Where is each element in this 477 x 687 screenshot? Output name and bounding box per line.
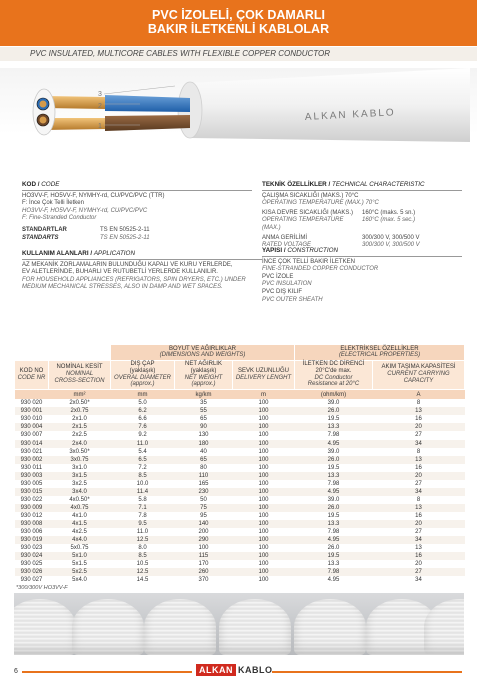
- table-group-header: [15, 345, 465, 361]
- cell-weight: 90: [175, 423, 233, 431]
- cell-code: 930 002: [15, 456, 49, 464]
- cell-cross-section: 4x0.75: [49, 504, 111, 512]
- cell-cross-section: 5x2.5: [49, 568, 111, 576]
- cell-current: 8: [416, 448, 421, 455]
- col-overall-diameter: DIŞ ÇAP (yaklaşık) OVERAL DIAMETER (approx.): [111, 360, 175, 389]
- table-row: [15, 536, 465, 544]
- cell-resistance: 7.98: [327, 529, 340, 536]
- page-title-line2: BAKIR İLETKENLİ KABLOLAR: [147, 22, 330, 36]
- table-row: [15, 407, 465, 415]
- cell-weight: 165: [198, 480, 209, 487]
- short-circuit-en: OPERATING TEMPERATURE (MAX.) 160°C (max. 5 sec.): [262, 217, 416, 231]
- cell-code: 930 005: [20, 480, 43, 487]
- table-units-row: [15, 389, 465, 399]
- cell-current: 13: [373, 456, 465, 464]
- footer-rule-left: [22, 671, 192, 673]
- cable-label-1: 1: [98, 123, 102, 130]
- cell-cross-section: 5x4.0: [72, 577, 87, 584]
- cable-coil: [14, 599, 76, 655]
- cell-weight: 40: [200, 448, 207, 455]
- table-row: [15, 504, 465, 512]
- cell-diameter: 12.5: [111, 536, 175, 544]
- table-row: [15, 456, 465, 464]
- cell-length: 100: [233, 440, 295, 448]
- cell-cross-section: 5x1.0: [49, 552, 111, 560]
- group-electrical: ELEKTRİKSEL ÖZELLİKLER (ELECTRICAL PROPERTIES): [295, 345, 465, 361]
- cell-weight: 55: [175, 407, 233, 415]
- cell-weight: 180: [175, 440, 233, 448]
- cell-diameter: 7.8: [138, 512, 147, 519]
- table-row: [15, 448, 465, 456]
- col-cross-section: NOMİNAL KESİT NOMINAL CROSS-SECTION: [49, 360, 111, 389]
- temp-en: OPERATING TEMPERATURE (MAX.) 70°C: [262, 200, 379, 207]
- cell-resistance: 13.3: [295, 472, 373, 480]
- construction-l5: PVC DIŞ KILIF: [262, 288, 303, 295]
- cell-code: 930 024: [15, 552, 49, 560]
- construction-heading: YAPISI / CONSTRUCTION: [262, 247, 462, 257]
- cell-length: 100: [258, 496, 269, 503]
- cell-weight: 370: [198, 577, 209, 584]
- table-row: [15, 560, 465, 568]
- cell-diameter: 7.6: [111, 423, 175, 431]
- cell-code: 930 027: [20, 577, 43, 584]
- unit-current: A: [373, 389, 465, 399]
- cell-weight: 140: [175, 520, 233, 528]
- cell-length: 100: [258, 529, 269, 536]
- footer-rule-right: [272, 671, 462, 673]
- cell-weight: 230: [175, 488, 233, 496]
- cell-length: 100: [258, 480, 269, 487]
- construction-l3: PVC İZOLE: [262, 273, 294, 280]
- cell-diameter: 5.8: [138, 496, 147, 503]
- cable-label-2: 2: [98, 103, 102, 110]
- cell-resistance: 19.5: [327, 416, 340, 423]
- table-row: [15, 464, 465, 472]
- cable-coils-photo: [14, 593, 464, 655]
- cable-label-3: 3: [98, 91, 102, 98]
- outer-sheath: [190, 68, 470, 142]
- voltage-tr: ANMA GERİLİMİ 300/300 V, 300/500 V: [262, 234, 420, 241]
- cell-weight: 260: [175, 568, 233, 576]
- application-tr-2: EV ALETLERİNDE, BUHARLI VE RUTUBETLİ YERLERDE KULLANILIR.: [22, 269, 218, 276]
- cable-illustration: [0, 68, 477, 178]
- cell-cross-section: 2x0.75: [49, 407, 111, 415]
- cell-length: 100: [258, 545, 269, 552]
- cell-resistance: 39.0: [327, 448, 340, 455]
- cell-current: 16: [373, 552, 465, 560]
- cell-diameter: 8.0: [138, 545, 147, 552]
- cell-current: 34: [373, 536, 465, 544]
- table-row: [15, 576, 465, 584]
- cell-current: 27: [415, 432, 422, 439]
- cell-diameter: 8.5: [111, 552, 175, 560]
- cell-resistance: 13.3: [295, 520, 373, 528]
- cell-length: 100: [258, 416, 269, 423]
- cell-resistance: 26.0: [295, 407, 373, 415]
- cell-length: 100: [258, 400, 269, 407]
- blue-core: [105, 95, 190, 112]
- code-line1: HO3VV-F, HO5VV-F, NYMHY-rd, CU/PVC/PVC (TTR): [22, 192, 165, 199]
- standards-row-en: STANDARTS TS EN 50525-2-11: [22, 234, 150, 241]
- cell-code: 930 014: [15, 440, 49, 448]
- cell-resistance: 26.0: [327, 545, 340, 552]
- cell-diameter: 5.4: [138, 448, 147, 455]
- voltage-en: RATED VOLTAGE 300/300 V, 300/500 V: [262, 242, 420, 249]
- cell-diameter: 11.0: [111, 440, 175, 448]
- cell-length: 100: [233, 456, 295, 464]
- cell-diameter: 10.5: [136, 561, 149, 568]
- cell-diameter: 11.0: [136, 529, 149, 536]
- table-row: [15, 399, 465, 407]
- cell-code: 930 001: [15, 407, 49, 415]
- cell-current: 16: [415, 512, 422, 519]
- construction-l2: FINE-STRANDED COPPER CONDUCTOR: [262, 266, 379, 273]
- code-heading: KOD / CODE: [22, 181, 252, 191]
- standards-row-tr: STANDARTLAR TS EN 50525-2-11: [22, 226, 150, 233]
- cell-resistance: 39.0: [327, 400, 340, 407]
- table-row: [15, 472, 465, 480]
- cell-current: 13: [373, 504, 465, 512]
- cell-resistance: 39.0: [327, 496, 340, 503]
- application-en-2: MEDIUM MECHANICAL STRESSES, ALSO IN DAMP AND WET SPACES.: [22, 284, 223, 291]
- col-dc-resistance: İLETKEN DC DİRENCİ 20°C'de max. DC Conductor Resistance at 20°C: [295, 360, 373, 389]
- cell-resistance: 7.98: [327, 480, 340, 487]
- cable-coil: [219, 599, 291, 655]
- cell-cross-section: 4x4.0: [49, 536, 111, 544]
- cell-cross-section: 3x0.50*: [69, 448, 90, 455]
- table-row: [15, 440, 465, 448]
- brown-core: [105, 115, 190, 131]
- cell-code: 930 026: [15, 568, 49, 576]
- cable-drawing: [0, 68, 477, 178]
- short-circuit-tr: KISA DEVRE SICAKLIĞI (MAKS.) 160°C (maks. 5 sn.): [262, 209, 416, 216]
- cell-diameter: 9.2: [138, 432, 147, 439]
- page-title-line1: PVC İZOLELİ, ÇOK DAMARLI: [152, 8, 325, 22]
- cell-resistance: 19.5: [327, 464, 340, 471]
- cell-diameter: 8.5: [111, 472, 175, 480]
- cell-diameter: 6.5: [111, 456, 175, 464]
- cell-length: 100: [233, 552, 295, 560]
- cell-length: 100: [233, 472, 295, 480]
- cell-length: 100: [258, 432, 269, 439]
- page-title: [0, 8, 477, 36]
- table-row: [15, 496, 465, 504]
- cell-current: 34: [373, 488, 465, 496]
- cell-code: 930 019: [15, 536, 49, 544]
- cell-cross-section: 5x0.75: [70, 545, 89, 552]
- cell-current: 16: [415, 464, 422, 471]
- unit-resistance: (ohm/km): [295, 389, 373, 399]
- code-line4: F: Fine-Stranded Conductor: [22, 215, 97, 222]
- technical-section: [262, 181, 462, 250]
- cell-current: 20: [415, 561, 422, 568]
- cell-cross-section: 2x1.5: [49, 423, 111, 431]
- cell-cross-section: 4x0.50*: [69, 496, 90, 503]
- page-subtitle-en: PVC INSULATED, MULTICORE CABLES WITH FLEXIBLE COPPER CONDUCTOR: [0, 47, 477, 61]
- cell-current: 34: [373, 440, 465, 448]
- col-delivery-length: SEVK UZUNLUĞU DELIVERY LENGHT: [233, 360, 295, 389]
- unit-length: m: [233, 389, 295, 399]
- cell-weight: 200: [198, 529, 209, 536]
- cell-code: 930 004: [15, 423, 49, 431]
- col-code: KOD NO CODE NR: [15, 360, 49, 389]
- cell-weight: 130: [198, 432, 209, 439]
- cell-diameter: 7.1: [111, 504, 175, 512]
- table-row: [15, 423, 465, 431]
- construction-section: [262, 247, 462, 304]
- cell-resistance: 7.98: [327, 432, 340, 439]
- code-line3: HO3VV-F, HO5VV-F, NYMHY-rd, CU/PVC/PVC: [22, 207, 148, 214]
- cell-weight: 100: [198, 545, 209, 552]
- cell-cross-section: 3x1.5: [49, 472, 111, 480]
- cell-resistance: 19.5: [295, 552, 373, 560]
- cell-diameter: 6.6: [138, 416, 147, 423]
- cell-weight: 170: [198, 561, 209, 568]
- cell-current: 27: [415, 529, 422, 536]
- cell-code: 930 010: [20, 416, 43, 423]
- table-body: [15, 399, 465, 584]
- cell-diameter: 14.5: [136, 577, 149, 584]
- cell-current: 20: [373, 423, 465, 431]
- table-row: [15, 520, 465, 528]
- cell-code: 930 023: [20, 545, 43, 552]
- cell-length: 100: [233, 520, 295, 528]
- cable-coil: [294, 599, 366, 655]
- cell-cross-section: 2x4.0: [49, 440, 111, 448]
- cell-cross-section: 2x0.50*: [69, 400, 90, 407]
- cell-length: 100: [233, 536, 295, 544]
- cell-cross-section: 2x2.5: [72, 432, 87, 439]
- cell-weight: 50: [200, 496, 207, 503]
- cell-length: 100: [233, 488, 295, 496]
- cell-code: 930 011: [20, 464, 43, 471]
- cell-diameter: 9.5: [111, 520, 175, 528]
- col-current-capacity: AKIM TAŞIMA KAPASİTESİ CURRENT CARRYING CAPACITY: [373, 360, 465, 389]
- cell-current: 20: [373, 520, 465, 528]
- cell-current: 13: [373, 407, 465, 415]
- table-row: [15, 552, 465, 560]
- cell-code: 930 012: [20, 512, 43, 519]
- cell-current: 20: [373, 472, 465, 480]
- table-row: [15, 431, 465, 439]
- cell-current: 27: [415, 480, 422, 487]
- cable-coil: [424, 599, 464, 655]
- cell-resistance: 4.95: [327, 577, 340, 584]
- technical-heading: TEKNİK ÖZELLİKLER / TECHNICAL CHARACTERISTIC: [262, 181, 462, 191]
- cell-cross-section: 2x1.0: [72, 416, 87, 423]
- cell-current: 13: [415, 545, 422, 552]
- cell-resistance: 26.0: [295, 504, 373, 512]
- application-en-1: FOR HOUSEHOLD APPLIANCES (REFRIGATORS, SPIN DRYERS, ETC.) UNDER: [22, 276, 246, 283]
- table-row: [15, 544, 465, 552]
- cell-weight: 65: [200, 416, 207, 423]
- cell-current: 27: [373, 568, 465, 576]
- col-net-weight: NET AĞIRLIK (yaklaşık) NET WEIGHT (approx.): [175, 360, 233, 389]
- cable-print-brand: ALKAN KABLO: [304, 107, 396, 123]
- cell-resistance: 19.5: [327, 512, 340, 519]
- table-row: [15, 512, 465, 520]
- unit-diameter: mm: [111, 389, 175, 399]
- cell-resistance: 26.0: [295, 456, 373, 464]
- table-column-header: [15, 360, 465, 389]
- cell-code: 930 009: [15, 504, 49, 512]
- construction-l6: PVC OUTER SHEATH: [262, 296, 323, 303]
- cell-diameter: 5.0: [138, 400, 147, 407]
- cell-cross-section: 4x1.0: [72, 512, 87, 519]
- application-tr-1: AZ MEKANİK ZORLAMALARIN BULUNDUĞU KAPALI VE KURU YERLERDE,: [22, 261, 233, 268]
- cell-resistance: 13.3: [295, 423, 373, 431]
- cell-cross-section: 3x1.0: [72, 464, 87, 471]
- cable-coil: [144, 599, 216, 655]
- table-row: [15, 568, 465, 576]
- cell-weight: 80: [200, 464, 207, 471]
- cell-weight: 75: [175, 504, 233, 512]
- cell-diameter: 10.0: [136, 480, 149, 487]
- cell-code: 930 008: [15, 520, 49, 528]
- cell-length: 100: [258, 561, 269, 568]
- cell-current: 34: [415, 577, 422, 584]
- cell-weight: 110: [175, 472, 233, 480]
- table-row: [15, 415, 465, 423]
- cell-weight: 290: [175, 536, 233, 544]
- construction-l4: PVC INSULATION: [262, 281, 312, 288]
- cell-code: 930 022: [20, 496, 43, 503]
- cell-cross-section: 3x2.5: [72, 480, 87, 487]
- cell-resistance: 4.95: [295, 440, 373, 448]
- cell-length: 100: [233, 423, 295, 431]
- logo-kablo: KABLO: [238, 665, 273, 675]
- cell-weight: 115: [175, 552, 233, 560]
- cell-resistance: 4.95: [295, 536, 373, 544]
- cell-diameter: 12.5: [111, 568, 175, 576]
- cell-length: 100: [233, 568, 295, 576]
- application-heading: KULLANIM ALANLARI / APPLICATION: [22, 250, 262, 260]
- construction-l1: İNCE ÇOK TELLİ BAKIR İLETKEN: [262, 258, 355, 265]
- footer-logo: [196, 664, 273, 676]
- table-row: [15, 480, 465, 488]
- unit-empty: [15, 389, 49, 399]
- cell-current: 8: [416, 496, 421, 503]
- cell-cross-section: 3x0.75: [49, 456, 111, 464]
- cell-length: 100: [258, 512, 269, 519]
- cell-diameter: 11.4: [111, 488, 175, 496]
- cell-length: 100: [233, 407, 295, 415]
- logo-alkan: ALKAN: [196, 664, 236, 676]
- cell-length: 100: [258, 577, 269, 584]
- cell-diameter: 7.2: [138, 464, 147, 471]
- table-row: [15, 528, 465, 536]
- cell-weight: 65: [175, 456, 233, 464]
- group-dimensions: BOYUT VE AĞIRLIKLAR (DIMENSIONS AND WEIGHTS): [111, 345, 295, 361]
- cell-weight: 95: [200, 512, 207, 519]
- cell-cross-section: 3x4.0: [49, 488, 111, 496]
- cell-length: 100: [233, 504, 295, 512]
- cell-resistance: 7.98: [295, 568, 373, 576]
- page-number: 6: [14, 668, 18, 675]
- cell-cross-section: 4x2.5: [72, 529, 87, 536]
- cell-code: 930 021: [20, 448, 43, 455]
- code-line2: F: İnce Çok Telli İletken: [22, 200, 84, 207]
- cell-weight: 35: [200, 400, 207, 407]
- cell-cross-section: 4x1.5: [49, 520, 111, 528]
- temp-tr: ÇALIŞMA SICAKLIĞI (MAKS.) 70°C: [262, 192, 359, 199]
- cell-current: 16: [415, 416, 422, 423]
- cable-end-cap: [33, 89, 55, 135]
- unit-cross: mm²: [49, 389, 111, 399]
- cable-coil: [72, 599, 144, 655]
- cell-diameter: 6.2: [111, 407, 175, 415]
- cell-length: 100: [258, 464, 269, 471]
- application-section: [22, 250, 262, 292]
- cell-current: 8: [416, 400, 421, 407]
- cell-cross-section: 5x1.5: [72, 561, 87, 568]
- product-table: [14, 344, 465, 584]
- table-row: [15, 488, 465, 496]
- footnote: *300/300V HO3VV-F: [16, 585, 68, 591]
- cell-code: 930 006: [20, 529, 43, 536]
- code-section: [22, 181, 252, 242]
- cell-code: 930 003: [15, 472, 49, 480]
- cell-resistance: 13.3: [327, 561, 340, 568]
- cell-code: 930 025: [20, 561, 43, 568]
- cell-code: 930 007: [20, 432, 43, 439]
- cell-length: 100: [258, 448, 269, 455]
- cell-code: 930 020: [20, 400, 43, 407]
- cell-code: 930 015: [15, 488, 49, 496]
- unit-weight: kg/km: [175, 389, 233, 399]
- cell-resistance: 4.95: [295, 488, 373, 496]
